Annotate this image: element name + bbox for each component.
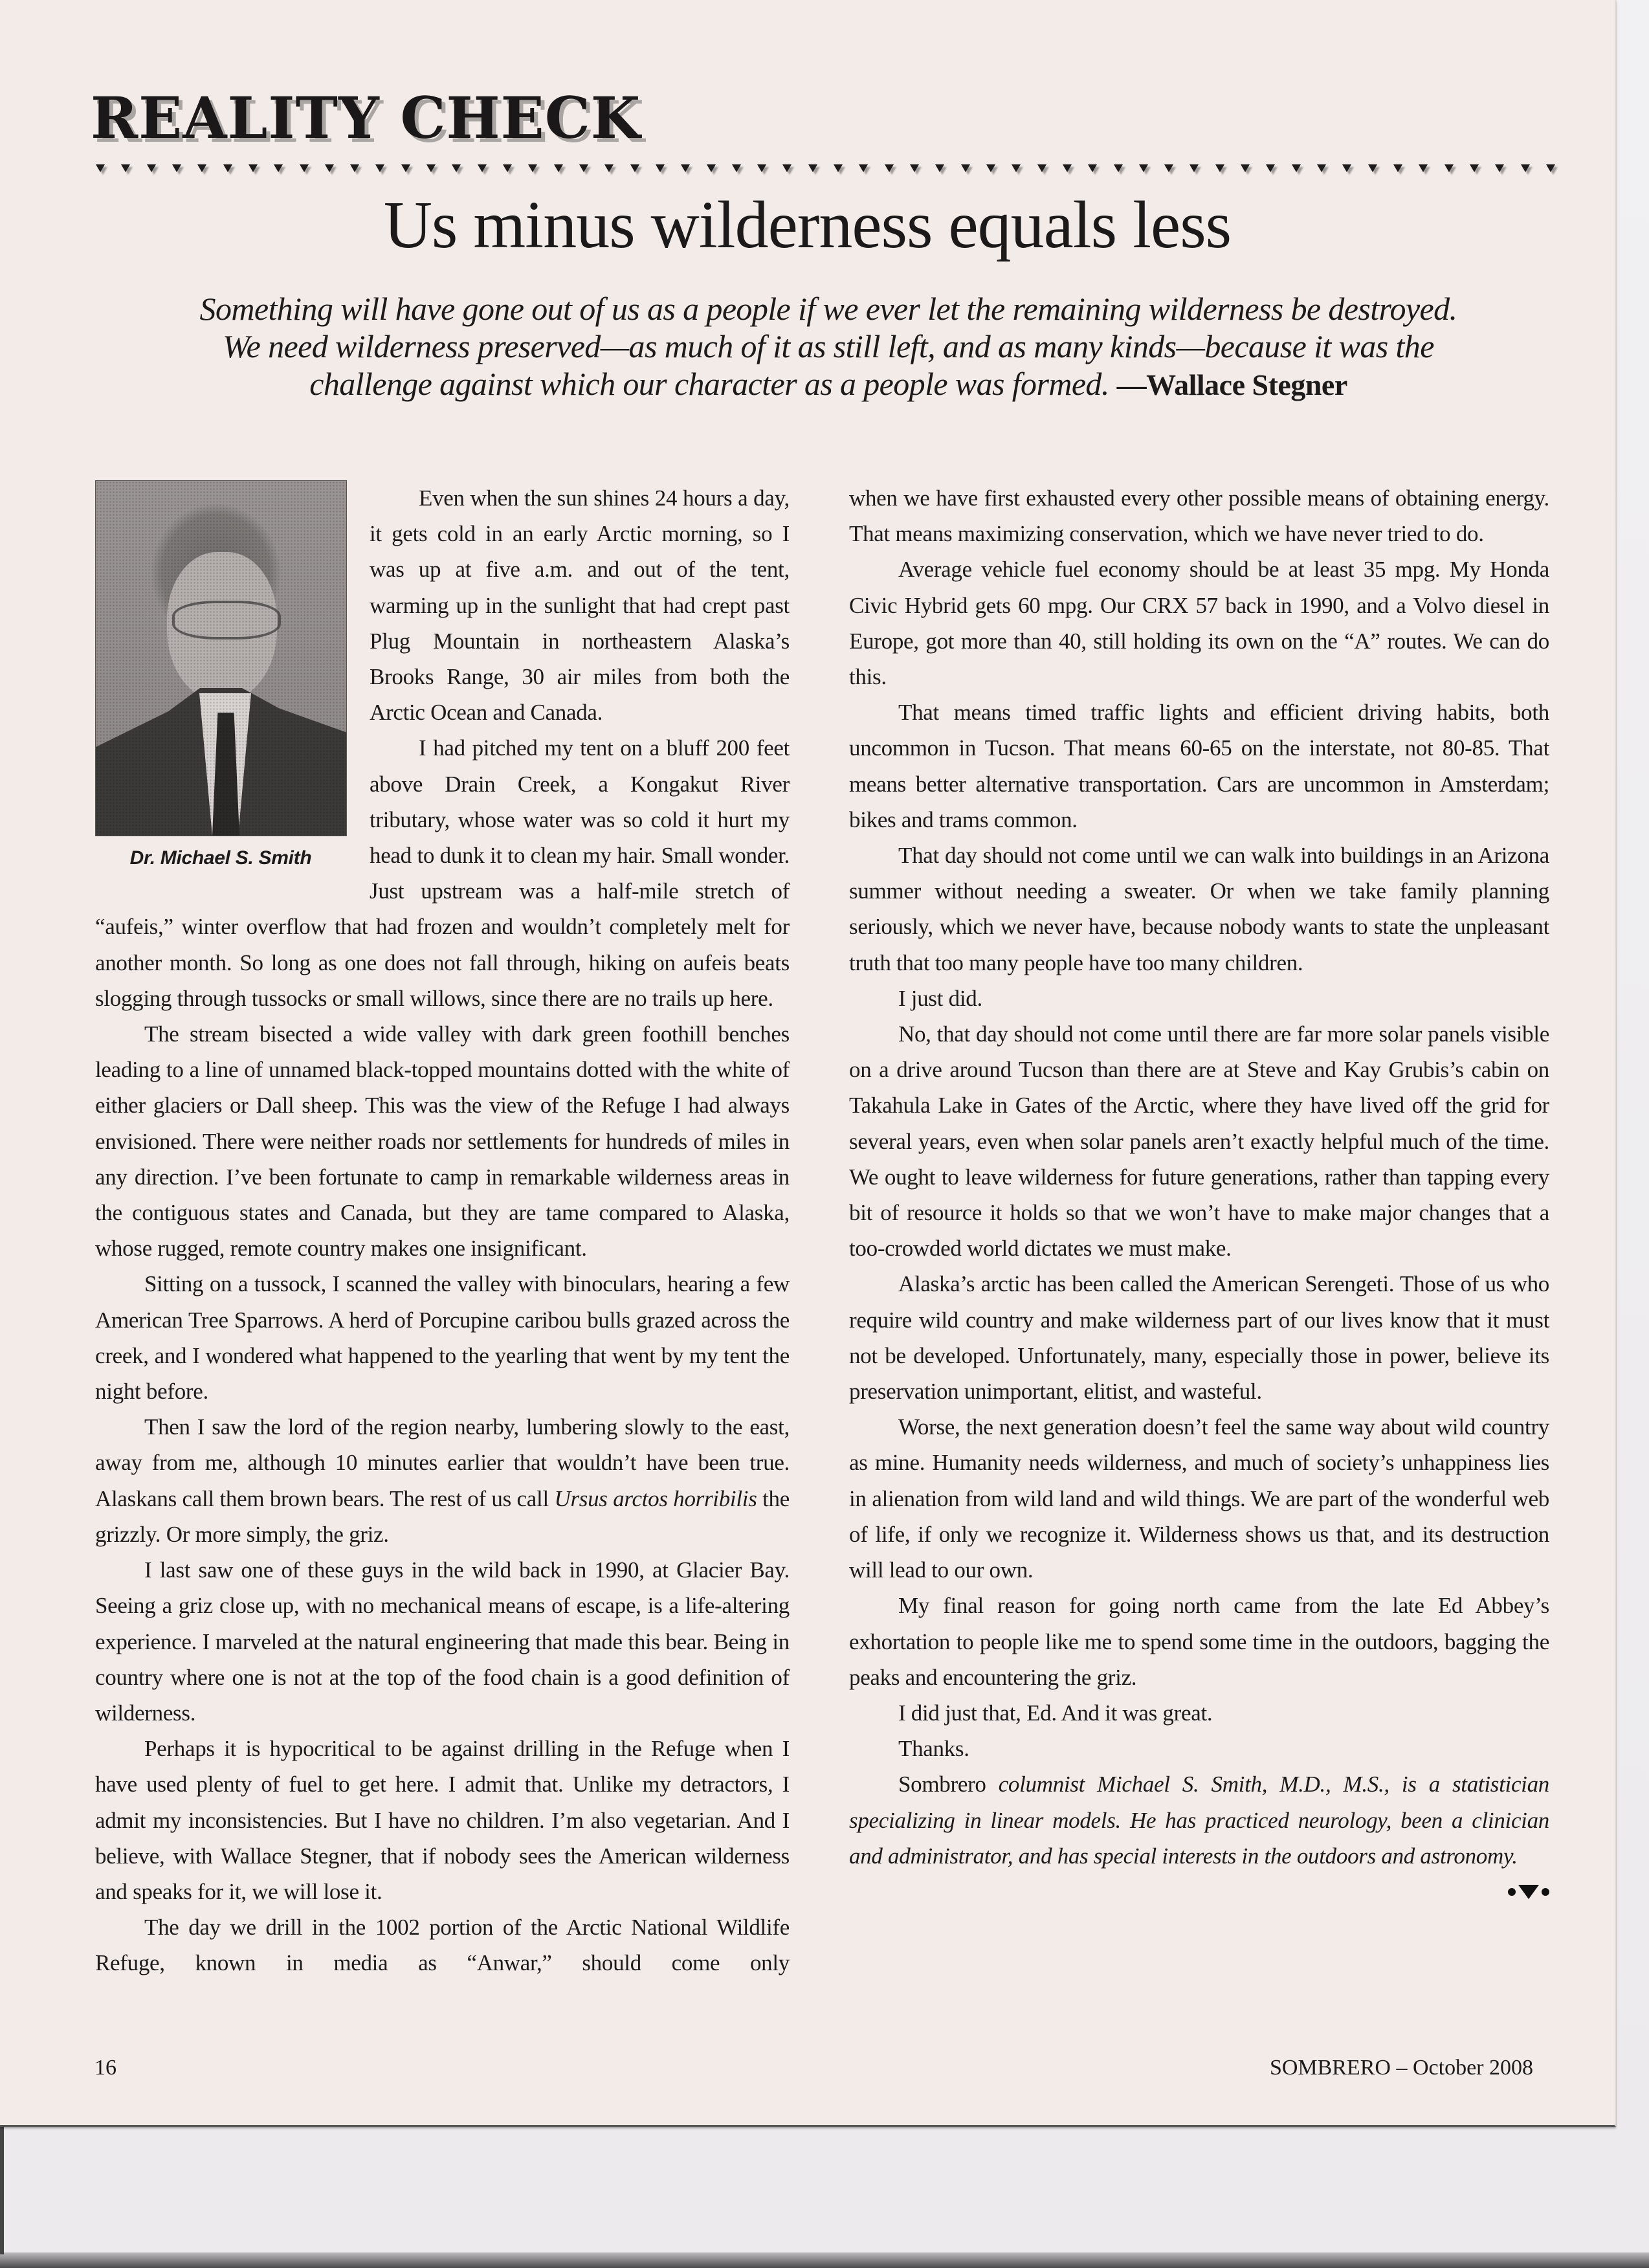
divider-triangle-icon: [401, 164, 410, 172]
bio-publication-name: Sombrero: [898, 1772, 986, 1797]
divider-triangle-icon: [223, 164, 232, 172]
divider-triangle-icon: [503, 164, 512, 172]
section-kicker: REALITY CHECK: [91, 84, 641, 151]
body-paragraph: I last saw one of these guys in the wild back in 1990, at Glacier Bay. Seeing a griz close up, with no mechanical means of escape, is a life-altering experience. I marveled at the natural engineering that made this bear. Being in country where one is not at the top of the food chain is a good definition of wilderness.: [95, 1557, 790, 1726]
divider-triangle-icon: [808, 164, 817, 172]
article-headline: Us minus wilderness equals less: [383, 188, 1232, 262]
divider-triangle-icon: [707, 164, 716, 172]
body-paragraph: Worse, the next generation doesn’t feel the same way about wild country as mine. Humanity needs wilderness, and much of society’s unhappiness lies in alienation from wild land and wild things. We are part of the wonderful web of life, if only we recognize it. Wilderness shows us that, and its destruction will lead to our own.: [849, 1414, 1549, 1583]
bio-text: columnist Michael S. Smith, M.D., M.S., is a statistician specializing in linear models. He has practiced neurology, been a clinician and administrator, and has special interests in the outdoors and astronomy.: [849, 1772, 1549, 1869]
divider-triangle-icon: [249, 164, 258, 172]
body-paragraph: I just did.: [898, 985, 982, 1011]
scanner-edge: [0, 2125, 4, 2254]
body-paragraph: Perhaps it is hypocritical to be against drilling in the Refuge when I have used plenty of fuel to get here. I admit that. Unlike my detractors, I admit my inconsistencies. But I have no children. I’m also vegetarian. And I believe, with Wallace Stegner, that if nobody sees the American wilderness and speaks for it, we will lose it.: [95, 1736, 790, 1904]
left-column: [95, 480, 790, 1981]
divider-triangle-icon: [452, 164, 461, 172]
epigraph-line-1: Something will have gone out of us as a people if we ever let the remaining wilderness be destroyed.: [199, 291, 1457, 327]
divider-triangle-icon: [96, 164, 105, 172]
paragraph-text: the grizzly. Or more simply, the griz.: [95, 1485, 790, 1547]
body-paragraph: Sitting on a tussock, I scanned the valley with binoculars, hearing a few American Tree Sparrows. A herd of Porcupine caribou bulls grazed across the creek, and I wondered what happened to the yearling that went by my tent the night before.: [95, 1271, 790, 1405]
divider-triangle-icon: [1495, 164, 1504, 172]
divider-triangle-icon: [1266, 164, 1275, 172]
divider-triangle-icon: [1012, 164, 1021, 172]
divider-triangle-icon: [1164, 164, 1173, 172]
author-photo: [95, 480, 347, 836]
divider-triangle-icon: [630, 164, 639, 172]
divider-triangle-icon: [986, 164, 995, 172]
epigraph-line-3-text: challenge against which our character as a people was formed.: [309, 366, 1109, 402]
divider-triangle-icon: [121, 164, 130, 172]
divider-triangle-icon: [375, 164, 384, 172]
publication-footer: SOMBRERO – October 2008: [1269, 2056, 1533, 2080]
body-paragraph: when we have first exhausted every other possible means of obtaining energy. That means maximizing conservation, which we have never tried to do.: [849, 485, 1549, 547]
divider-triangle-icon: [834, 164, 843, 172]
divider-triangle-icon: [172, 164, 181, 172]
triangle-divider-rule: [96, 164, 1555, 186]
species-name-italic: Ursus arctos horribilis: [554, 1485, 757, 1511]
right-column: [849, 480, 1549, 1902]
divider-triangle-icon: [426, 164, 436, 172]
divider-triangle-icon: [1342, 164, 1351, 172]
divider-triangle-icon: [604, 164, 614, 172]
divider-triangle-icon: [1241, 164, 1250, 172]
divider-triangle-icon: [1139, 164, 1148, 172]
divider-triangle-icon: [1063, 164, 1072, 172]
body-paragraph: The day we drill in the 1002 portion of the Arctic National Wildlife Refuge, known in media as “Anwar,” should come only: [95, 1915, 790, 1976]
divider-triangle-icon: [1419, 164, 1428, 172]
divider-triangle-icon: [554, 164, 563, 172]
body-paragraph: Alaska’s arctic has been called the American Serengeti. Those of us who require wild country and make wilderness part of our lives know that it must not be developed. Unfortunately, many, especially those in power, believe its preservation unimportant, elitist, and wasteful.: [849, 1271, 1549, 1405]
divider-triangle-icon: [1444, 164, 1454, 172]
page-number: 16: [94, 2056, 116, 2080]
divider-triangle-icon: [681, 164, 690, 172]
divider-triangle-icon: [1088, 164, 1097, 172]
divider-triangle-icon: [1393, 164, 1402, 172]
divider-triangle-icon: [1521, 164, 1530, 172]
divider-triangle-icon: [1292, 164, 1301, 172]
body-paragraph: No, that day should not come until there are far more solar panels visible on a drive around Tucson than there are at Steve and Kay Grubis’s cabin on Takahula Lake in Gates of the Arctic, where they have lived off the grid for several years, even when solar panels aren’t exactly helpful much of the time. We ought to leave wilderness for future generations, rather than tapping every bit of resource it holds so that we won’t have to make major changes that a too-crowded world dictates we must make.: [849, 1021, 1549, 1262]
body-paragraph: Thanks.: [898, 1736, 969, 1762]
end-mark-icon: [1459, 1876, 1549, 1902]
divider-triangle-icon: [656, 164, 665, 172]
divider-triangle-icon: [325, 164, 334, 172]
author-bio: [849, 1766, 1549, 1874]
divider-triangle-icon: [1114, 164, 1123, 172]
divider-triangle-icon: [757, 164, 766, 172]
body-paragraph: That means timed traffic lights and efficient driving habits, both uncommon in Tucson. That means 60-65 on the interstate, not 80-85. That means better alternative transportation. Cars are uncommon in Amsterdam; bikes and trams common.: [849, 700, 1549, 832]
divider-triangle-icon: [528, 164, 537, 172]
epigraph-quote: [97, 290, 1560, 404]
divider-triangle-icon: [147, 164, 156, 172]
divider-triangle-icon: [782, 164, 791, 172]
body-paragraph: I had pitched my tent on a bluff 200 feet above Drain Creek, a Kongakut River tributary, whose water was so cold it hurt my head to dunk it to clean my hair. Small wonder. Just upstream was a half-mile stretch of “aufeis,” winter overflow that had frozen and wouldn’t completely melt for another month. So long as one does not fall through, hiking on aufeis beats slogging through tussocks or small willows, since there are no trails up here.: [95, 735, 790, 1011]
divider-triangle-icon: [1470, 164, 1479, 172]
divider-triangle-icon: [197, 164, 206, 172]
body-paragraph: Even when the sun shines 24 hours a day, it gets cold in an early Arctic morning, so I was up at five a.m. and out of the tent, warming up in the sunlight that had crept past Plug Mountain in northeastern Alaska’s Brooks Range, 30 air miles from both the Arctic Ocean and Canada.: [370, 485, 790, 726]
body-paragraph: That day should not come until we can walk into buildings in an Arizona summer without needing a sweater. Or when we take family planning seriously, which we never have, because nobody wants to state the unpleasant truth that too many people have too many children.: [849, 843, 1549, 975]
divider-triangle-icon: [1215, 164, 1224, 172]
divider-triangle-icon: [732, 164, 741, 172]
epigraph-attribution: —Wallace Stegner: [1116, 368, 1347, 401]
epigraph-line-2: We need wilderness preserved—as much of it as still left, and as many kinds—because it was the: [223, 328, 1434, 364]
divider-triangle-icon: [859, 164, 868, 172]
divider-triangle-icon: [478, 164, 487, 172]
divider-triangle-icon: [1546, 164, 1555, 172]
paragraph-text: Then I saw the lord of the region nearby, lumbering slowly to the east, away from me, although 10 minutes earlier that wouldn’t have been true. Alaskans call them brown bears. The rest of us call: [95, 1414, 790, 1511]
divider-triangle-icon: [300, 164, 309, 172]
divider-triangle-icon: [274, 164, 283, 172]
body-paragraph: [95, 1409, 790, 1552]
divider-triangle-icon: [579, 164, 588, 172]
divider-triangle-icon: [910, 164, 919, 172]
divider-triangle-icon: [1037, 164, 1046, 172]
photo-halftone-texture: [96, 481, 346, 836]
divider-triangle-icon: [885, 164, 894, 172]
divider-triangle-icon: [350, 164, 359, 172]
divider-triangle-icon: [961, 164, 970, 172]
divider-triangle-icon: [1317, 164, 1326, 172]
body-paragraph: I did just that, Ed. And it was great.: [898, 1700, 1213, 1726]
divider-triangle-icon: [935, 164, 944, 172]
photo-caption: Dr. Michael S. Smith: [129, 847, 312, 869]
body-paragraph: My final reason for going north came from the late Ed Abbey’s exhortation to people like me to spend some time in the outdoors, bagging the peaks and encountering the griz.: [849, 1593, 1549, 1690]
divider-triangle-icon: [1368, 164, 1377, 172]
epigraph-line-3: [97, 365, 1560, 404]
author-photo-block: [95, 480, 346, 870]
divider-triangle-icon: [1190, 164, 1199, 172]
body-paragraph: The stream bisected a wide valley with dark green foothill benches leading to a line of unnamed black-topped mountains dotted with the white of either glaciers or Dall sheep. This was the view of the Refuge I had always envisioned. There were neither roads nor settlements for hundreds of miles in any direction. I’ve been fortunate to camp in remarkable wilderness areas in the contiguous states and Canada, but they are tame compared to Alaska, whose rugged, remote country makes one insignificant.: [95, 1021, 790, 1262]
scanner-shadow: [0, 2252, 1649, 2268]
body-paragraph: Average vehicle fuel economy should be at least 35 mpg. My Honda Civic Hybrid gets 60 mpg. Our CRX 57 back in 1990, and a Volvo diesel in Europe, got more than 40, still holding its own on the “A” routes. We can do this.: [849, 557, 1549, 690]
